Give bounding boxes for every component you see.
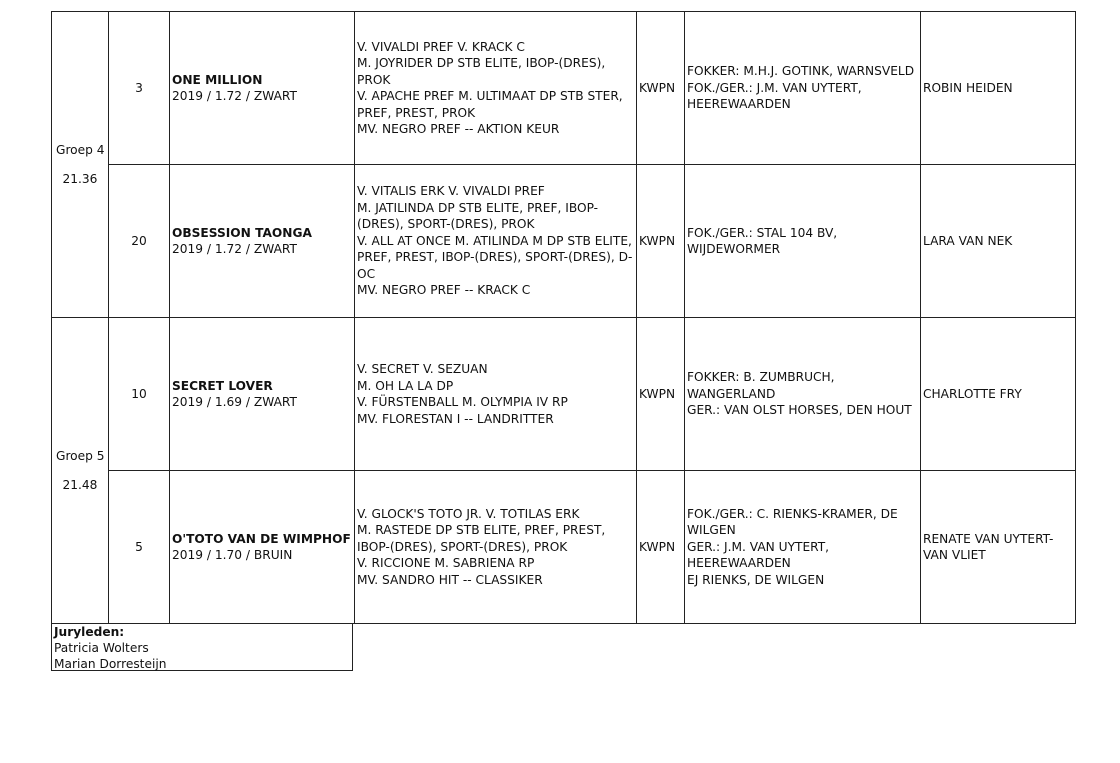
jury-title: Juryleden: [54,625,125,639]
pedigree-line: MV. FLORESTAN I -- LANDRITTER [357,411,554,426]
rider: ROBIN HEIDEN [921,12,1076,165]
pedigree-line: V. VITALIS ERK V. VIVALDI PREF [357,184,545,199]
group-cell [52,318,109,471]
group-label: Groep 5 [56,449,105,463]
breeder-line: FOK./GER.: J.M. VAN UYTERT, HEEREWAARDEN [687,80,862,112]
pedigree-line: MV. NEGRO PREF -- AKTION KEUR [357,122,560,136]
pedigree-line: V. APACHE PREF M. ULTIMAAT DP STB STER, PREF, PREST, PROK [357,89,623,120]
breeder-line: FOK./GER.: STAL 104 BV, WIJDEWORMER [687,225,838,256]
horse-cell [170,12,355,165]
table-row [52,471,1076,624]
pedigree-line: V. SECRET V. SEZUAN [357,362,488,376]
horse-name: ONE MILLION [172,72,263,87]
studbook: KWPN [637,471,685,624]
breeder-cell [685,12,921,165]
rider: LARA VAN NEK [921,165,1076,318]
pedigree-line: M. JOYRIDER DP STB ELITE, IBOP-(DRES), PROK [357,56,606,87]
group-time: 21.36 [52,165,109,318]
jury-member: Marian Dorresteijn [54,657,167,671]
entry-number: 3 [109,12,170,165]
breeder-cell [685,165,921,318]
table-row [52,318,1076,471]
horse-cell [170,471,355,624]
pedigree-line: V. RICCIONE M. SABRIENA RP [357,556,535,571]
entries-table [51,11,1076,624]
breeder-line: FOKKER: M.H.J. GOTINK, WARNSVELD [687,64,915,79]
horse-details: 2019 / 1.69 / ZWART [172,395,297,409]
horse-name: OBSESSION TAONGA [172,225,312,240]
horse-details: 2019 / 1.72 / ZWART [172,89,297,103]
breeder-line: FOKKER: B. ZUMBRUCH, WANGERLAND [687,370,835,401]
pedigree-line: M. OH LA LA DP [357,378,454,393]
pedigree-line: V. GLOCK'S TOTO JR. V. TOTILAS ERK [357,506,580,521]
entry-number: 10 [109,318,170,471]
pedigree-line: V. ALL AT ONCE M. ATILINDA M DP STB ELITE, PREF, PREST, IBOP-(DRES), SPORT-(DRES), D-OC [357,233,633,281]
pedigree-cell [355,165,637,318]
entry-number: 5 [109,471,170,624]
pedigree-line: V. VIVALDI PREF V. KRACK C [357,39,525,54]
studbook: KWPN [637,318,685,471]
pedigree-cell [355,318,637,471]
studbook: KWPN [637,165,685,318]
group-label: Groep 4 [56,143,105,157]
group-time: 21.48 [52,471,109,624]
horse-cell [170,165,355,318]
horse-details: 2019 / 1.72 / ZWART [172,242,297,256]
breeder-cell [685,471,921,624]
breeder-line: GER.: J.M. VAN UYTERT, HEEREWAARDEN [687,539,830,571]
horse-name: SECRET LOVER [172,378,273,393]
rider: CHARLOTTE FRY [921,318,1076,471]
rider: RENATE VAN UYTERT-VAN VLIET [921,471,1076,624]
breeder-line: EJ RIENKS, DE WILGEN [687,572,825,587]
pedigree-cell [355,471,637,624]
entry-number: 20 [109,165,170,318]
table-row [52,165,1076,318]
horse-details: 2019 / 1.70 / BRUIN [172,548,293,562]
pedigree-line: MV. NEGRO PREF -- KRACK C [357,283,531,298]
breeder-cell [685,318,921,471]
jury-box [51,624,353,671]
pedigree-cell [355,12,637,165]
pedigree-line: MV. SANDRO HIT -- CLASSIKER [357,572,543,587]
horse-name: O'TOTO VAN DE WIMPHOF [172,531,351,546]
breeder-line: GER.: VAN OLST HORSES, DEN HOUT [687,403,912,418]
pedigree-line: V. FÜRSTENBALL M. OLYMPIA IV RP [357,395,568,409]
pedigree-line: M. RASTEDE DP STB ELITE, PREF, PREST, IBOP-(DRES), SPORT-(DRES), PROK [357,523,606,554]
jury-member: Patricia Wolters [54,641,149,655]
breeder-line: FOK./GER.: C. RIENKS-KRAMER, DE WILGEN [687,506,898,538]
group-cell [52,12,109,165]
table-row [52,12,1076,165]
studbook: KWPN [637,12,685,165]
pedigree-line: M. JATILINDA DP STB ELITE, PREF, IBOP-(DRES), SPORT-(DRES), PROK [357,200,599,232]
horse-cell [170,318,355,471]
